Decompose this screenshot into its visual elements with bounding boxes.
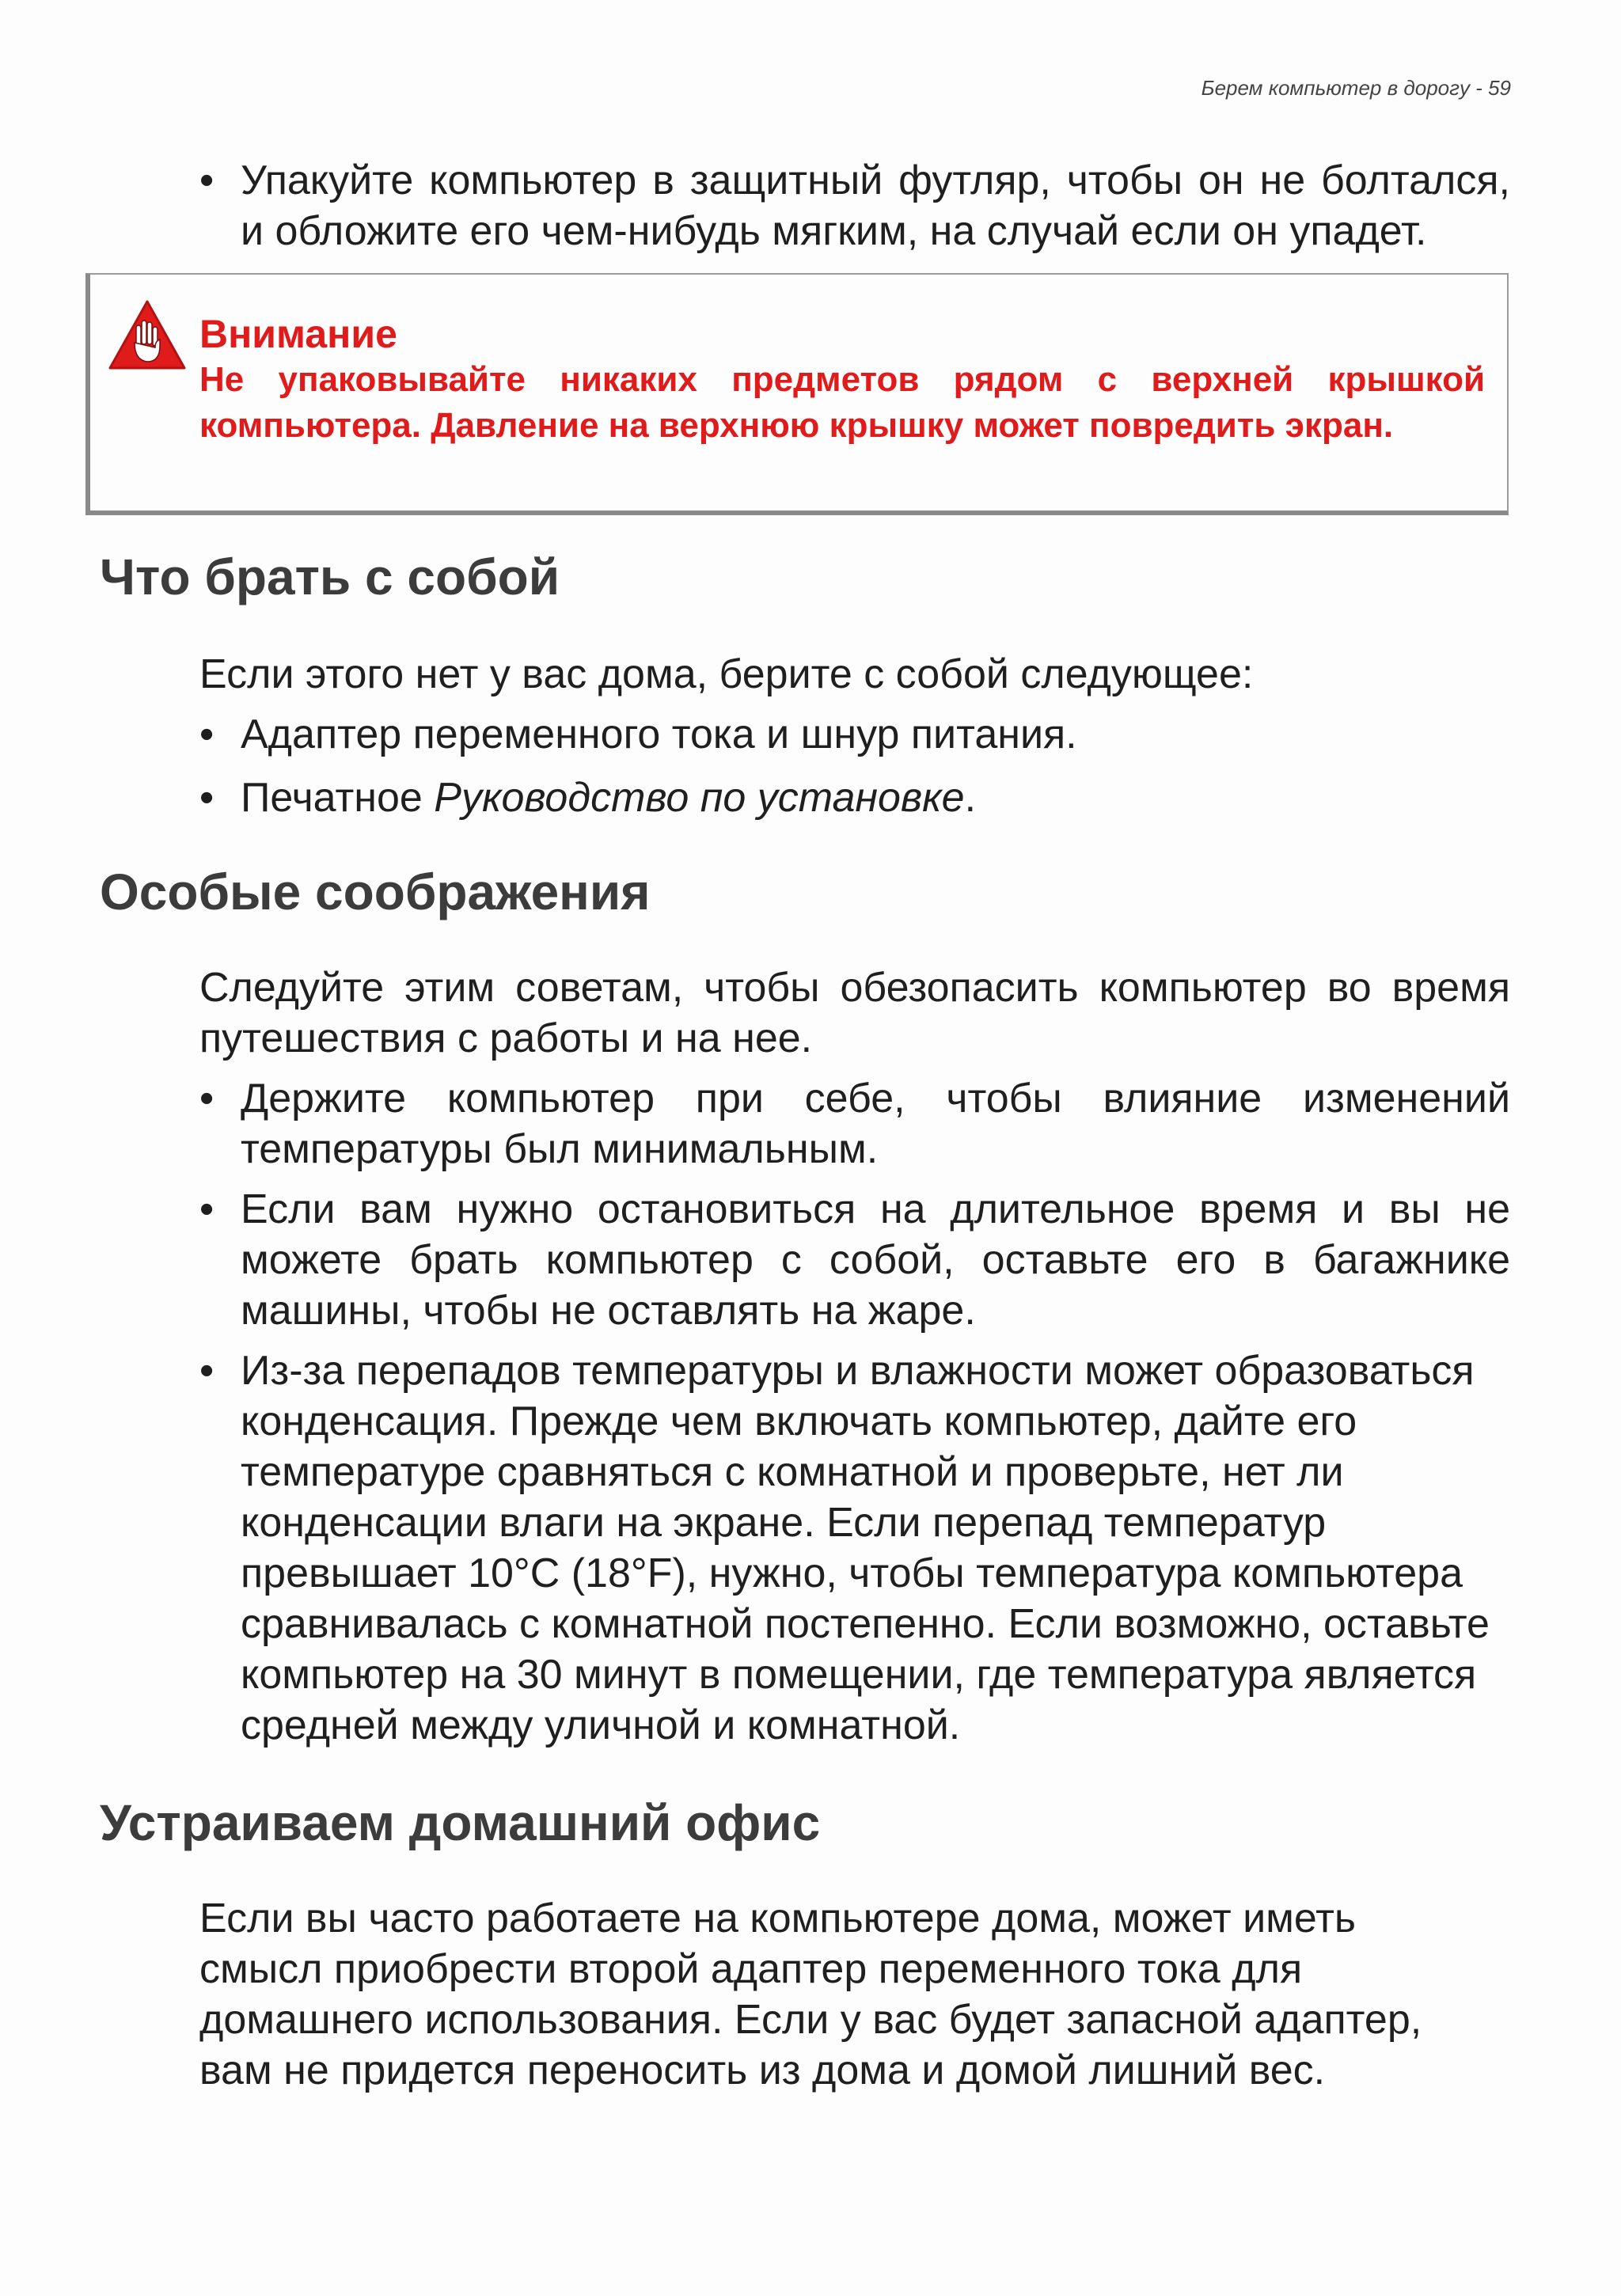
list-item xyxy=(199,1345,1510,1751)
bullet-text: Из-за перепадов температуры и влажности может образоваться конденсация. Прежде чем включать компьютер, дайте его температуре сравняться с комнатной и проверьте, нет ли конденсации влаги на экране. Если перепад температур превышает 10°C (18°F), нужно, чтобы температура компьютера сравнивалась с комнатной постепенно. Если возможно, оставьте компьютер на 30 минут в помещении, где температура является средней между уличной и комнатной. xyxy=(241,1348,1490,1748)
bullet-list xyxy=(199,1073,1510,1751)
section-body: Если вы часто работаете на компьютере дома, может иметь смысл приобрести второй адаптер переменного тока для домашнего использования. Если у вас будет запасной адаптер, вам не придется переносить из дома и домой лишний вес. xyxy=(199,1896,1422,2093)
section1-bullets xyxy=(199,709,1510,823)
list-item xyxy=(199,155,1510,256)
manual-title: Руководство по установке xyxy=(434,775,965,821)
warning-text: Не упаковывайте никаких предметов рядом с верхней крышкой компьютера. Давление на верхнюю крышку может повредить экран. xyxy=(199,360,1485,445)
section-intro: Следуйте этим советам, чтобы обезопасить компьютер во время путешествия с работы и на нее. xyxy=(199,965,1510,1061)
bullet-text-suffix: . xyxy=(964,775,977,821)
bullet-dot: • xyxy=(199,775,214,821)
section-intro: Если этого нет у вас дома, берите с собой следующее: xyxy=(199,651,1254,697)
bullet-dot: • xyxy=(199,712,214,757)
bullet-text: Адаптер переменного тока и шнур питания. xyxy=(241,712,1077,757)
bullet-list xyxy=(199,155,1510,256)
bullet-text-prefix: Печатное xyxy=(241,775,435,821)
bullet-dot: • xyxy=(199,1076,214,1121)
list-item xyxy=(199,1073,1510,1175)
section-heading: Что брать с собой xyxy=(100,548,560,605)
bullet-text: Держите компьютер при себе, чтобы влияние изменений температуры был минимальным. xyxy=(241,1076,1510,1172)
bullet-dot: • xyxy=(199,1186,214,1232)
bullet-dot: • xyxy=(199,1348,214,1394)
bullet-text: Если вам нужно остановиться на длительное время и вы не можете брать компьютер с собой, оставьте его в багажнике машины, чтобы не оставлять на жаре. xyxy=(241,1186,1510,1334)
running-header: Берем компьютер в дорогу - 59 xyxy=(1201,76,1511,100)
section-heading: Устраиваем домашний офис xyxy=(100,1794,821,1851)
list-item xyxy=(199,709,1510,760)
warning-title: Внимание xyxy=(199,312,397,356)
bullet-list xyxy=(199,709,1510,823)
section-heading: Особые соображения xyxy=(100,863,651,920)
warning-box xyxy=(85,273,1509,515)
raised-hand-warning-icon xyxy=(108,298,187,371)
bullet-dot: • xyxy=(199,157,214,203)
list-item xyxy=(199,772,1510,823)
list-item xyxy=(199,1184,1510,1336)
section2-bullets xyxy=(199,1073,1510,1751)
top-bullet-block xyxy=(199,155,1510,256)
bullet-text: Упакуйте компьютер в защитный футляр, чтобы он не болтался, и обложите его чем-нибудь мягким, на случай если он упадет. xyxy=(241,157,1510,254)
